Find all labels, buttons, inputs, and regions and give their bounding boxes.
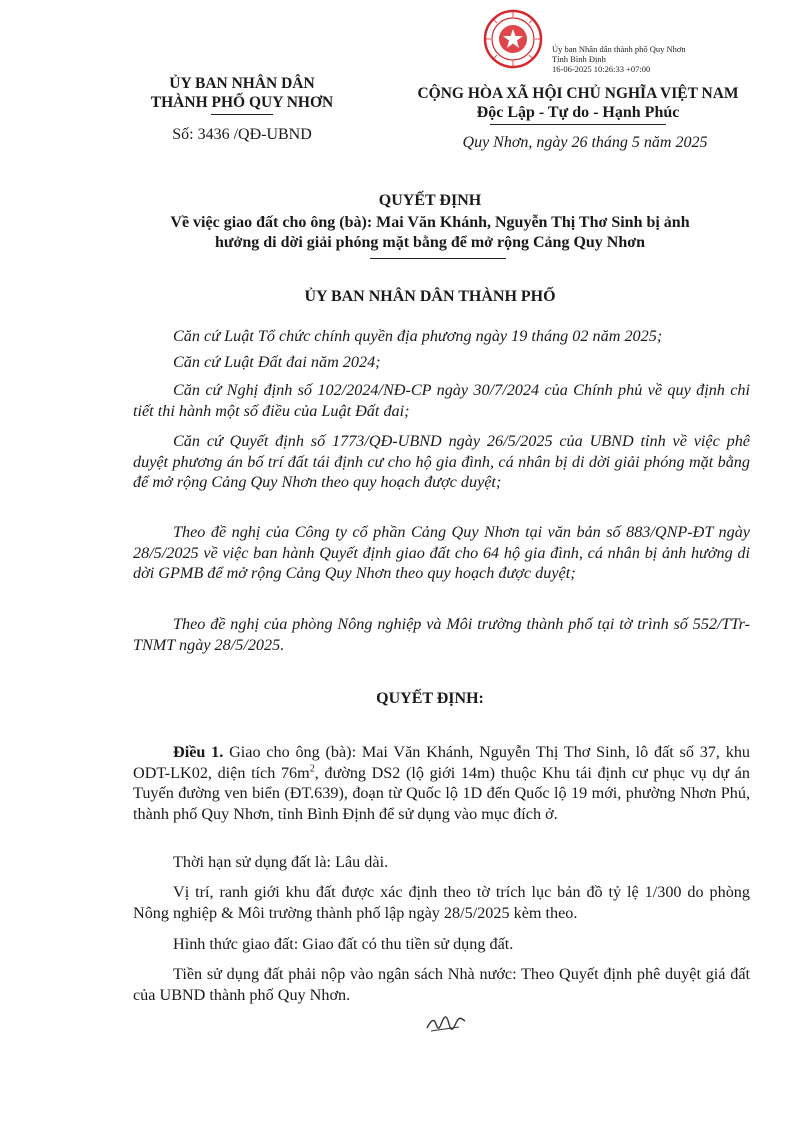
article-1-text-b: , đường DS2 (lộ giới 14m) thuộc Khu tái định cư phục vụ dự án Tuyến đường ven biển (ĐT.639), đoạn từ Quốc lộ 1D đến Quốc lộ 19 mới, phường Nhơn Phú, thành phố Quy Nhơn, tỉnh Bình Định để sử dụng vào mục đích ở.: [133, 763, 751, 823]
legal-basis-2: Căn cứ Luật Đất đai năm 2024;: [173, 353, 381, 371]
land-location: Vị trí, ranh giới khu đất được xác định theo tờ trích lục bản đồ tỷ lệ 1/300 do phòng Nông nghiệp & Môi trường thành phố lập ngày 28/5/2025 kèm theo.: [133, 883, 750, 922]
allocation-form: Hình thức giao đất: Giao đất có thu tiền sử dụng đất.: [173, 935, 514, 953]
legal-basis-4: Căn cứ Quyết định số 1773/QĐ-UBND ngày 26/5/2025 của UBND tỉnh về việc phê duyệt phương án bố trí đất tái định cư cho hộ gia đình, cá nhân bị di dời giải phóng mặt bằng để mở rộng Cảng Quy Nhơn theo quy hoạch được duyệt;: [133, 432, 750, 491]
article-1-sup: 2: [309, 763, 315, 775]
org-line-2: THÀNH PHỐ QUY NHƠN: [150, 94, 334, 111]
document-title: QUYẾT ĐỊNH: [378, 192, 482, 209]
article-1-label: Điều 1.: [173, 743, 224, 761]
motto-underline: [490, 124, 666, 125]
legal-basis-3: Căn cứ Nghị định số 102/2024/NĐ-CP ngày 30/7/2024 của Chính phủ về quy định chi tiết thi hành một số điều của Luật Đất đai;: [133, 381, 750, 420]
legal-basis-1: Căn cứ Luật Tổ chức chính quyền địa phương ngày 19 tháng 02 năm 2025;: [173, 327, 663, 345]
land-use-term: Thời hạn sử dụng đất là: Lâu dài.: [173, 853, 389, 871]
seal-icon: [482, 8, 544, 70]
document-subject: [90, 213, 770, 253]
signature-line-3: 16-06-2025 10:26:33 +07:00: [552, 64, 651, 74]
issue-date: Quy Nhơn, ngày 26 tháng 5 năm 2025: [462, 134, 708, 151]
legal-basis-5: Theo đề nghị của Công ty cổ phần Cảng Quy Nhơn tại văn bản số 883/QNP-ĐT ngày 28/5/2025 về việc ban hành Quyết định giao đất cho 64 hộ gia đình, cá nhân bị ảnh hưởng di dời GPMB để mở rộng Cảng Quy Nhơn theo quy hoạch được duyệt;: [133, 523, 750, 582]
signature-line-1: Ủy ban Nhân dân thành phố Quy Nhơn: [552, 44, 686, 54]
org-line-1: ỦY BAN NHÂN DÂN: [169, 75, 315, 92]
signature-line-2: Tỉnh Bình Định: [552, 54, 606, 64]
legal-basis-6: Theo đề nghị của phòng Nông nghiệp và Môi trường thành phố tại tờ trình số 552/TTr-TNMT ngày 28/5/2025.: [133, 615, 750, 654]
article-1: [133, 742, 750, 824]
subject-line-2: hưởng di dời giải phóng mặt bằng để mở rộng Cảng Quy Nhơn: [214, 234, 646, 251]
decision-heading: QUYẾT ĐỊNH:: [376, 690, 484, 707]
document-number: Số: 3436 /QĐ-UBND: [172, 126, 312, 143]
article-1-text-a: Giao cho ông (bà): Mai Văn Khánh, Nguyễn Thị Thơ Sinh, lô đất số 37, khu ODT-LK02, diện tích 76m: [133, 743, 751, 782]
digital-signature-info: [552, 44, 792, 74]
header-left: [118, 74, 366, 112]
motto: Độc Lập - Tự do - Hạnh Phúc: [476, 104, 680, 121]
issuing-authority: ỦY BAN NHÂN DÂN THÀNH PHỐ: [304, 288, 556, 305]
initials-signature-icon: [425, 1012, 467, 1034]
country-name: CỘNG HÒA XÃ HỘI CHỦ NGHĨA VIỆT NAM: [417, 85, 739, 102]
land-use-fee: Tiền sử dụng đất phải nộp vào ngân sách Nhà nước: Theo Quyết định phê duyệt giá đất của UBND thành phố Quy Nhơn.: [133, 965, 750, 1004]
header-right: [378, 84, 778, 122]
subject-line-1: Về việc giao đất cho ông (bà): Mai Văn Khánh, Nguyễn Thị Thơ Sinh bị ảnh: [170, 214, 690, 231]
header-left-underline: [211, 114, 273, 115]
subject-underline: [370, 258, 506, 259]
